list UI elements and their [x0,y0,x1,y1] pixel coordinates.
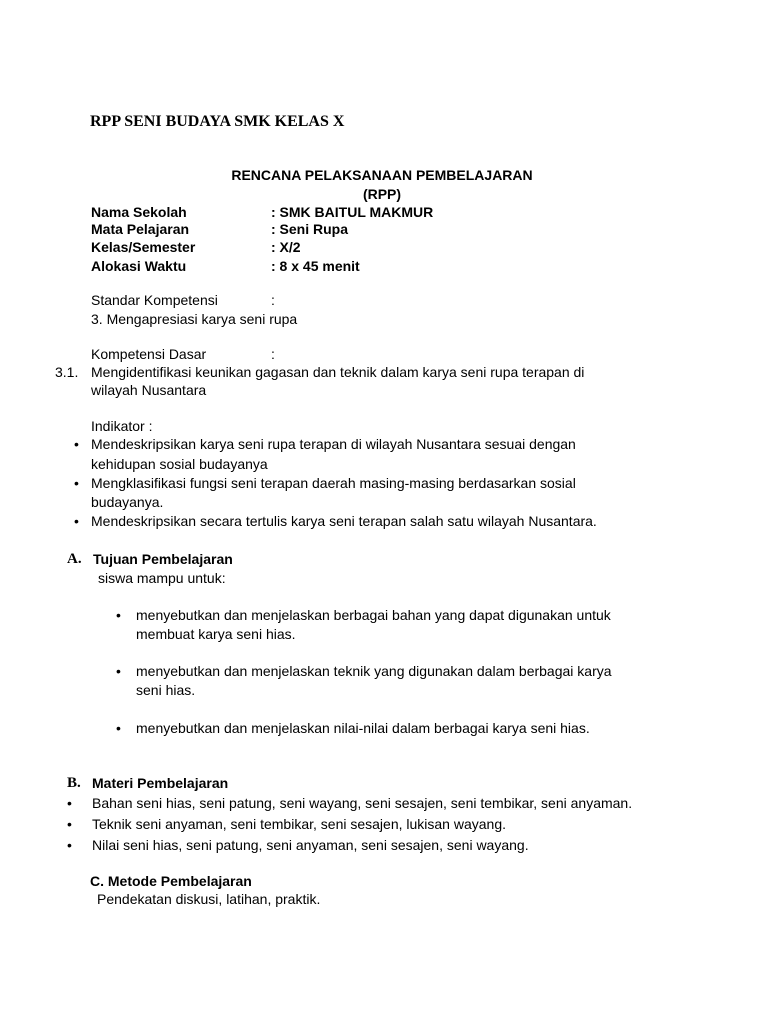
indikator-item-2-line2: budayanya. [91,494,164,510]
section-a-letter: A. [67,551,82,567]
tujuan-item-1-line2: membuat karya seni hias. [136,626,296,642]
tujuan-item-2-line1: menyebutkan dan menjelaskan teknik yang digunakan dalam berbagai karya [136,663,612,679]
page-title: RENCANA PELAKSANAAN PEMBELAJARAN [231,167,533,183]
info-label-class: Kelas/Semester [91,239,196,255]
info-label-school: Nama Sekolah [91,204,187,220]
info-label-time: Alokasi Waktu [91,258,187,274]
bullet-icon: • [67,816,72,832]
tujuan-item-2-line2: seni hias. [136,682,196,698]
section-a-heading: Tujuan Pembelajaran [93,551,233,567]
indikator-label: Indikator : [91,418,153,434]
info-value-subject: : Seni Rupa [271,221,349,237]
materi-item-1: Bahan seni hias, seni patung, seni wayang, seni sesajen, seni tembikar, seni anyaman. [92,795,633,811]
info-label-subject: Mata Pelajaran [91,221,190,237]
standar-item: 3. Mengapresiasi karya seni rupa [91,311,298,327]
tujuan-item-3: menyebutkan dan menjelaskan nilai-nilai dalam berbagai karya seni hias. [136,720,590,736]
bullet-icon: • [67,837,72,853]
bullet-icon: • [116,663,121,679]
indikator-item-2-line1: Mengklasifikasi fungsi seni terapan daerah masing-masing berdasarkan sosial [91,475,576,491]
page-subtitle: (RPP) [362,186,402,202]
bullet-icon: • [74,436,79,452]
indikator-item-3: Mendeskripsikan secara tertulis karya seni terapan salah satu wilayah Nusantara. [91,513,597,529]
tujuan-item-1-line1: menyebutkan dan menjelaskan berbagai bahan yang dapat digunakan untuk [136,607,611,623]
info-value-time: : 8 x 45 menit [271,258,360,274]
info-value-class: : X/2 [271,239,301,255]
bullet-icon: • [116,607,121,623]
kompetensi-text-line1: Mengidentifikasi keunikan gagasan dan teknik dalam karya seni rupa terapan di [91,364,585,380]
bullet-icon: • [116,720,121,736]
standar-colon: : [271,292,275,308]
bullet-icon: • [67,795,72,811]
kompetensi-label: Kompetensi Dasar [91,346,207,362]
materi-item-3: Nilai seni hias, seni patung, seni anyaman, seni sesajen, seni wayang. [92,837,529,853]
kompetensi-text-line2: wilayah Nusantara [91,382,207,398]
document-header: RPP SENI BUDAYA SMK KELAS X [90,113,345,130]
section-b-letter: B. [67,775,81,791]
section-c-heading: C. Metode Pembelajaran [90,873,252,889]
info-value-school: : SMK BAITUL MAKMUR [271,204,434,220]
materi-item-2: Teknik seni anyaman, seni tembikar, seni sesajen, lukisan wayang. [92,816,506,832]
bullet-icon: • [74,475,79,491]
indikator-item-1-line2: kehidupan sosial budayanya [91,456,268,472]
metode-text: Pendekatan diskusi, latihan, praktik. [97,891,321,907]
indikator-item-1-line1: Mendeskripsikan karya seni rupa terapan di wilayah Nusantara sesuai dengan [91,436,576,452]
bullet-icon: • [74,513,79,529]
kompetensi-number: 3.1. [55,364,79,380]
standar-label: Standar Kompetensi [91,292,218,308]
tujuan-intro: siswa mampu untuk: [98,570,226,586]
kompetensi-colon: : [271,346,275,362]
section-b-heading: Materi Pembelajaran [92,775,229,791]
